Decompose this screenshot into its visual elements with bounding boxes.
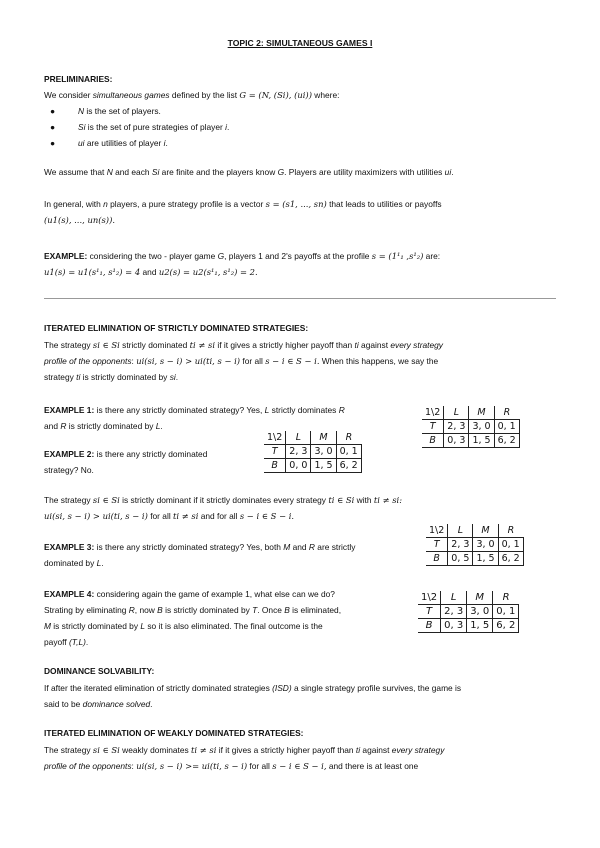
preliminaries-heading: PRELIMINARIES: (44, 74, 113, 84)
example-4: EXAMPLE 4: considering again the game of example 1, what else can we do? Strating by eliminating R, now B is strictly dominated by T. Once B is eliminated, M is strictly dominated by L so it is also eliminated. The final outcome is the payoff (T,L). (44, 589, 342, 647)
payoff-table-1: 1\2 L M R T 2, 3 3, 0 0, 1 B 0, 3 1, 5 6, 2 (422, 406, 520, 448)
iesds-heading: ITERATED ELIMINATION OF STRICTLY DOMINATED STRATEGIES: (44, 323, 309, 333)
bullet-dot: ● (50, 122, 56, 132)
example-3: EXAMPLE 3: is there any strictly dominated strategy? Yes, both M and R are strictly dominated by L. (44, 542, 356, 568)
list-item: N is the set of players. (78, 106, 161, 116)
general-paragraph: In general, with n players, a pure strategy profile is a vector s = (s1, ..., sn) that leads to utilities or payoffs (u1(s), ..., un(s)). (44, 199, 442, 225)
example-2: EXAMPLE 2: is there any strictly dominated strategy? No. (44, 449, 208, 475)
example-paragraph: EXAMPLE: considering the two - player game G, players 1 and 2's payoffs at the profile s = (1¹₁ ,s¹₂) are: u1(s) = u1(s¹₁, s¹₂) = 4 and u2(s) = u2(s¹₁, s¹₂) = 2. (44, 251, 441, 277)
bullet-dot: ● (50, 138, 56, 148)
iewds-heading: ITERATED ELIMINATION OF WEAKLY DOMINATED STRATEGIES: (44, 728, 304, 738)
ds-paragraph: If after the iterated elimination of strictly dominated strategies (ISD) a single strategy profile survives, the game is said to be dominance solved. (44, 683, 462, 709)
iewds-definition: The strategy si ∈ Si weakly dominates ti ≠ si if it gives a strictly higher payoff than ti against every strategy profile of the opponents: ui(si, s − i) >= ui(ti, s − i) for all s − i ∈ S − i, and there is at least one (44, 745, 445, 771)
payoff-table-4: 1\2 L M R T 2, 3 3, 0 0, 1 B 0, 3 1, 5 6, 2 (418, 591, 519, 633)
payoff-table-3: 1\2 L M R T 2, 3 3, 0 0, 1 B 0, 5 1, 5 6, 2 (426, 524, 524, 566)
section-divider (44, 298, 556, 299)
iesds-definition: The strategy si ∈ Si strictly dominated ti ≠ si if it gives a strictly higher payoff than ti against every strategy profile of the opponents: ui(si, s − i) > ui(ti, s − i) for all s − i ∈ S − i. When this happens, we say the strategy ti is strictly dominated by si. (44, 340, 443, 382)
bullet-dot: ● (50, 106, 56, 116)
list-item: ui are utilities of player i. (78, 138, 168, 148)
assumption-paragraph: We assume that N and each Si are finite and the players know G. Players are utility maximizers with utilities ui. (44, 167, 454, 177)
page-title: TOPIC 2: SIMULTANEOUS GAMES I (227, 38, 373, 48)
strict-dominance-definition: The strategy si ∈ Si is strictly dominant if it strictly dominates every strategy ti ∈ Si with ti ≠ si: ui(si, s − i) > ui(ti, s − i) for all ti ≠ si and for all s − i ∈ S − i. (44, 495, 403, 521)
ds-heading: DOMINANCE SOLVABILITY: (44, 666, 155, 676)
preliminaries-intro: We consider simultaneous games defined by the list G = (N, (Si), (ui)) where: (44, 90, 340, 100)
list-item: Si is the set of pure strategies of player i. (78, 122, 230, 132)
payoff-table-2: 1\2 L M R T 2, 3 3, 0 0, 1 B 0, 0 1, 5 6, 2 (264, 431, 362, 473)
example-1: EXAMPLE 1: is there any strictly dominated strategy? Yes, L strictly dominates R and R is strictly dominated by L. (44, 405, 345, 431)
